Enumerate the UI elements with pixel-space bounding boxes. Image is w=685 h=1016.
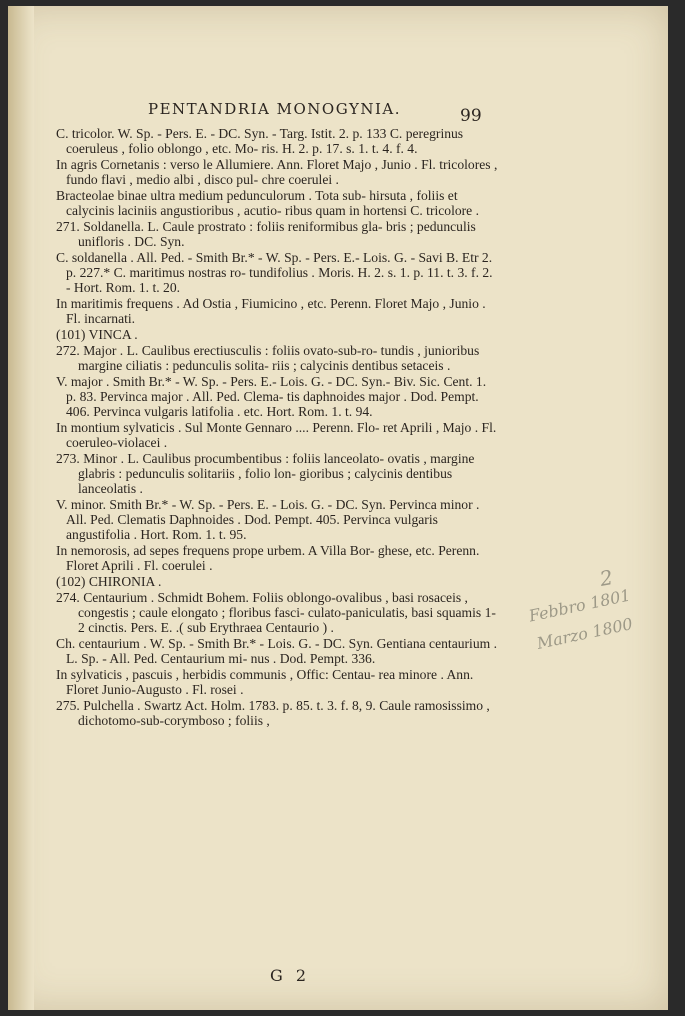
genus-heading: (101) VINCA . (56, 327, 138, 342)
text-line: In sylvaticis , pascuis , herbidis communis , Offic: Centau- rea minore . Ann. Floret Junio-Augusto . Fl. rosei . (56, 667, 474, 697)
pencil-note: Marzo 1800 (535, 614, 635, 653)
text-line: C. tricolor. W. Sp. - Pers. E. - DC. Syn. - Targ. Istit. 2. p. 133 C. peregrinus coeruleus , folio oblongo , etc. Mo- ris. H. 2. p. 17. s. 1. t. 4. f. 4. (56, 126, 464, 156)
text-line: V. major . Smith Br.* - W. Sp. - Pers. E.- Lois. G. - DC. Syn.- Biv. Sic. Cent. 1. p. 83. Pervinca major . All. Ped. Clema- tis daphnoides major . Dod. Pempt. 406. Pervinca vulgaris latifolia . etc. Hort. Rom. 1. t. 94. (56, 374, 487, 419)
text-body (56, 126, 498, 729)
pencil-note: Febbro 1801 (527, 585, 633, 626)
signature-mark: G 2 (270, 966, 311, 985)
text-line: 274. Centaurium . Schmidt Bohem. Foliis oblongo-ovalibus , basi rosaceis , congestis ; caule elongato ; floribus fasci- culato-paniculatis, basi squamis 1-2 cinctis. Pers. E. .( sub Erythraea Centaurio ) . (56, 590, 496, 635)
pencil-note: 2 (598, 565, 615, 591)
text-line: 271. Soldanella. L. Caule prostrato : foliis reniformibus gla- bris ; pedunculis unifloris . DC. Syn. (56, 219, 476, 249)
book-page (8, 6, 668, 1010)
text-line: 275. Pulchella . Swartz Act. Holm. 1783. p. 85. t. 3. f. 8, 9. Caule ramosissimo , dichotomo-sub-corymboso ; foliis , (56, 698, 490, 728)
text-line: Ch. centaurium . W. Sp. - Smith Br.* - Lois. G. - DC. Syn. Gentiana centaurium . L. Sp. - All. Ped. Centaurium mi- nus . Dod. Pempt. 336. (56, 636, 497, 666)
text-line: V. minor. Smith Br.* - W. Sp. - Pers. E. - Lois. G. - DC. Syn. Pervinca minor . All. Ped. Clematis Daphnoides . Dod. Pempt. 405. Pervinca vulgaris angustifolia . Hort. Rom. 1. t. 95. (56, 497, 480, 542)
running-title: PENTANDRIA MONOGYNIA. (148, 100, 402, 118)
text-line: In montium sylvaticis . Sul Monte Gennaro .... Perenn. Flo- ret Aprili , Majo . Fl. coeruleo-violacei . (56, 420, 497, 450)
text-line: Bracteolae binae ultra medium pedunculorum . Tota sub- hirsuta , foliis et calycinis laciniis angustioribus , acutio- ribus quam in hortensi C. tricolore . (56, 188, 480, 218)
text-line: In agris Cornetanis : verso le Allumiere. Ann. Floret Majo , Junio . Fl. tricolores , fundo flavi , medio albi , disco pul- chre coerulei . (56, 157, 498, 187)
text-line: In nemorosis, ad sepes frequens prope urbem. A Villa Bor- ghese, etc. Perenn. Floret Aprili . Fl. coerulei . (56, 543, 480, 573)
genus-heading: (102) CHIRONIA . (56, 574, 162, 589)
text-line: 273. Minor . L. Caulibus procumbentibus : foliis lanceolato- ovatis , margine glabris : pedunculis solitariis , folio lon- gioribus ; calycinis dentibus lanceolatis . (56, 451, 475, 496)
page-gutter (8, 6, 34, 1010)
text-line: In maritimis frequens . Ad Ostia , Fiumicino , etc. Perenn. Floret Majo , Junio . Fl. incarnati. (56, 296, 486, 326)
text-line: C. soldanella . All. Ped. - Smith Br.* - W. Sp. - Pers. E.- Lois. G. - Savi B. Etr 2. p. 227.* C. maritimus nostras ro- tundifolius . Moris. H. 2. s. 1. p. 11. t. 3. f. 2. - Hort. Rom. 1. t. 20. (56, 250, 493, 295)
text-line: 272. Major . L. Caulibus erectiusculis : foliis ovato-sub-ro- tundis , junioribus margine ciliatis : pedunculis solita- riis ; calycinis dentibus setaceis . (56, 343, 480, 373)
page-number: 99 (460, 106, 482, 126)
